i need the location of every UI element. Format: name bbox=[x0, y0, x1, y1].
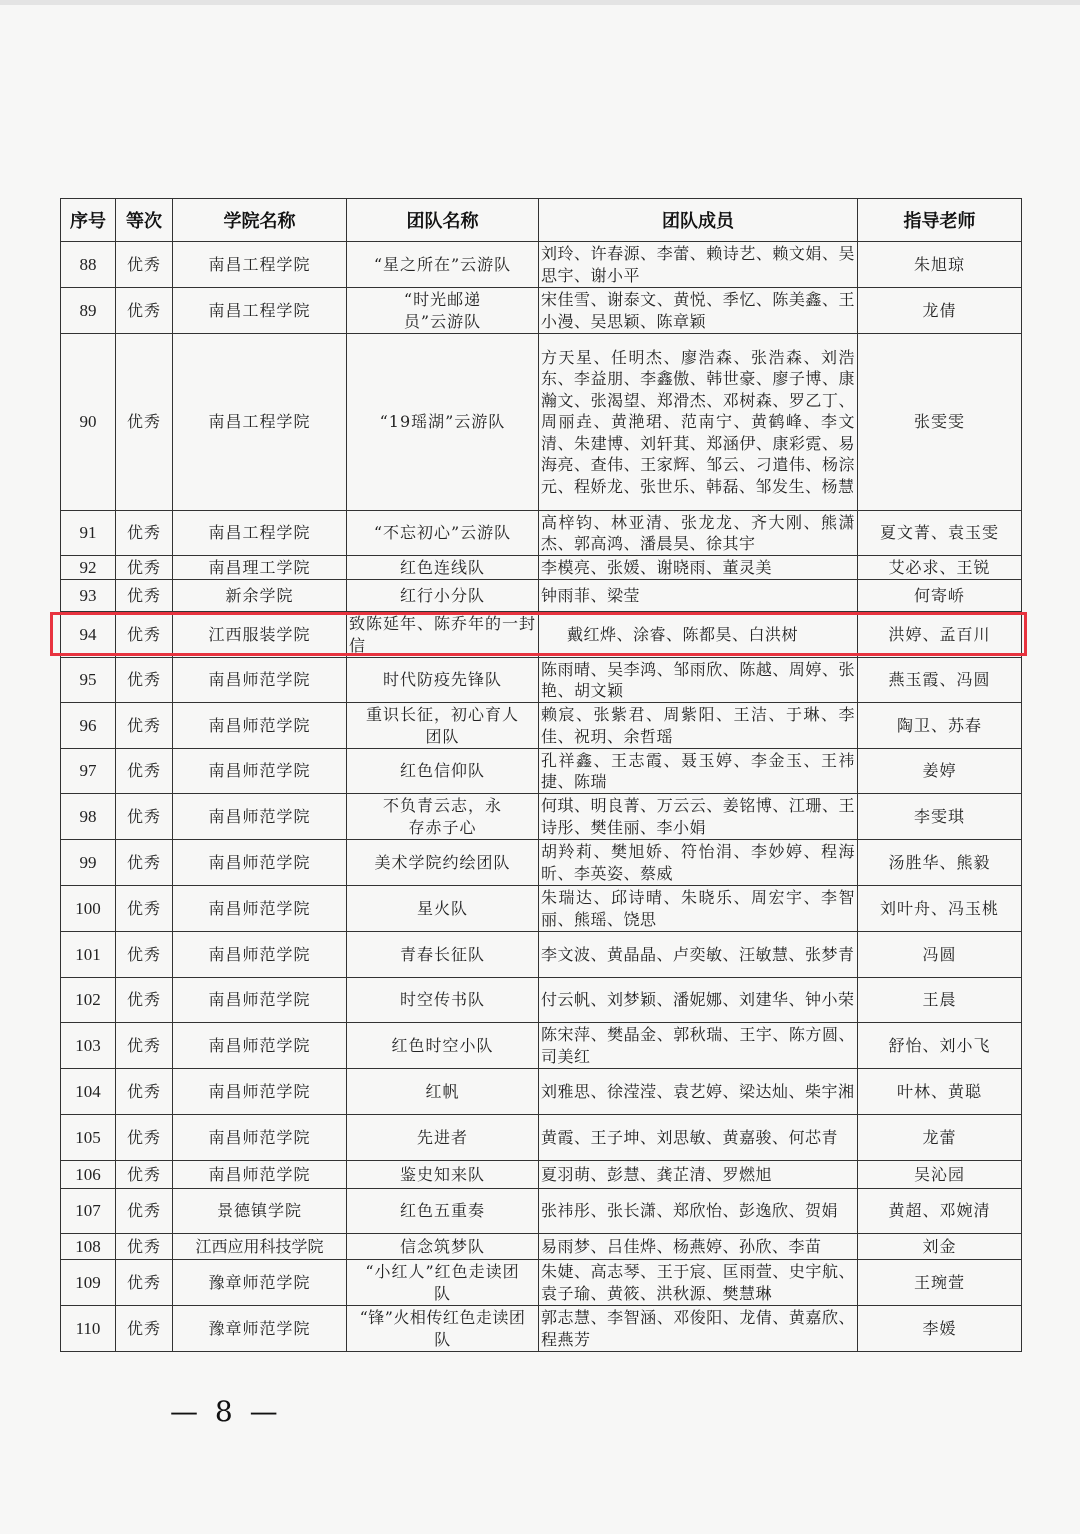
row-team: “不忘初心”云游队 bbox=[347, 511, 539, 556]
table-row bbox=[61, 511, 1022, 556]
row-team: 红色信仰队 bbox=[347, 749, 539, 794]
row-members: 钟雨菲、梁莹 bbox=[539, 580, 858, 612]
table-row bbox=[61, 794, 1022, 840]
row-college: 南昌工程学院 bbox=[173, 511, 347, 556]
row-seq: 93 bbox=[61, 580, 116, 612]
row-members: 宋佳雪、谢泰文、黄悦、季忆、陈美鑫、王小漫、吴思颖、陈章颖 bbox=[539, 288, 858, 334]
table-row-highlighted bbox=[61, 612, 1022, 658]
table-row bbox=[61, 749, 1022, 794]
row-advisor: 吴沁园 bbox=[858, 1161, 1022, 1189]
header-college: 学院名称 bbox=[173, 199, 347, 242]
row-team: “锋”火相传红色走读团队 bbox=[347, 1306, 539, 1352]
row-members: 李文波、黄晶晶、卢奕敏、汪敏慧、张梦青 bbox=[539, 932, 858, 978]
row-college: 南昌工程学院 bbox=[173, 334, 347, 511]
row-seq: 95 bbox=[61, 658, 116, 703]
row-college: 南昌师范学院 bbox=[173, 978, 347, 1023]
row-grade: 优秀 bbox=[116, 334, 173, 511]
row-seq: 92 bbox=[61, 556, 116, 580]
row-advisor: 王晨 bbox=[858, 978, 1022, 1023]
row-advisor: 朱旭琼 bbox=[858, 242, 1022, 288]
row-members: 刘雅思、徐滢滢、袁艺婷、梁达灿、柴宇湘 bbox=[539, 1069, 858, 1115]
row-team: 美术学院约绘团队 bbox=[347, 840, 539, 886]
row-seq: 105 bbox=[61, 1115, 116, 1161]
header-members: 团队成员 bbox=[539, 199, 858, 242]
row-members: 朱婕、高志琴、王于宸、匡雨萱、史宇航、袁子瑜、黄筱、洪秋源、樊慧琳 bbox=[539, 1260, 858, 1306]
row-college: 豫章师范学院 bbox=[173, 1306, 347, 1352]
row-team: 星火队 bbox=[347, 886, 539, 932]
row-college: 景德镇学院 bbox=[173, 1189, 347, 1234]
row-advisor: 何寄峤 bbox=[858, 580, 1022, 612]
row-advisor: 冯圆 bbox=[858, 932, 1022, 978]
row-seq: 103 bbox=[61, 1023, 116, 1069]
row-college: 南昌工程学院 bbox=[173, 242, 347, 288]
table-row bbox=[61, 1189, 1022, 1234]
row-grade: 优秀 bbox=[116, 612, 173, 658]
row-grade: 优秀 bbox=[116, 749, 173, 794]
row-advisor: 陶卫、苏春 bbox=[858, 703, 1022, 749]
row-college: 南昌师范学院 bbox=[173, 658, 347, 703]
row-advisor: 黄超、邓婉清 bbox=[858, 1189, 1022, 1234]
row-team: 红行小分队 bbox=[347, 580, 539, 612]
table-row bbox=[61, 1023, 1022, 1069]
row-members: 张祎彤、张长潇、郑欣怡、彭逸欣、贺娟 bbox=[539, 1189, 858, 1234]
row-grade: 优秀 bbox=[116, 1161, 173, 1189]
row-team: 不负青云志，永存赤子心 bbox=[347, 794, 539, 840]
row-advisor: 燕玉霞、冯圆 bbox=[858, 658, 1022, 703]
row-advisor: 艾必求、王锐 bbox=[858, 556, 1022, 580]
row-grade: 优秀 bbox=[116, 1115, 173, 1161]
table-row bbox=[61, 1115, 1022, 1161]
row-members: 李模亮、张媛、谢晓雨、董灵美 bbox=[539, 556, 858, 580]
table-row bbox=[61, 580, 1022, 612]
table-row bbox=[61, 1234, 1022, 1260]
row-seq: 96 bbox=[61, 703, 116, 749]
row-advisor: 龙倩 bbox=[858, 288, 1022, 334]
row-members: 刘玲、许春源、李蕾、赖诗艺、赖文娟、吴思宇、谢小平 bbox=[539, 242, 858, 288]
row-seq: 107 bbox=[61, 1189, 116, 1234]
row-seq: 106 bbox=[61, 1161, 116, 1189]
row-seq: 108 bbox=[61, 1234, 116, 1260]
table-row bbox=[61, 1069, 1022, 1115]
header-seq: 序号 bbox=[61, 199, 116, 242]
row-college: 南昌师范学院 bbox=[173, 794, 347, 840]
row-advisor: 夏文菁、袁玉雯 bbox=[858, 511, 1022, 556]
table-row bbox=[61, 556, 1022, 580]
row-college: 南昌师范学院 bbox=[173, 886, 347, 932]
row-team: 时代防疫先锋队 bbox=[347, 658, 539, 703]
table-row bbox=[61, 334, 1022, 511]
row-team: 红色连线队 bbox=[347, 556, 539, 580]
row-seq: 97 bbox=[61, 749, 116, 794]
row-members: 易雨梦、吕佳烨、杨燕婷、孙欣、李苗 bbox=[539, 1234, 858, 1260]
row-team: 信念筑梦队 bbox=[347, 1234, 539, 1260]
row-grade: 优秀 bbox=[116, 658, 173, 703]
row-team: 红色时空小队 bbox=[347, 1023, 539, 1069]
row-advisor: 姜婷 bbox=[858, 749, 1022, 794]
row-college: 南昌师范学院 bbox=[173, 932, 347, 978]
row-college: 新余学院 bbox=[173, 580, 347, 612]
row-members: 夏羽萌、彭慧、龚芷清、罗燃旭 bbox=[539, 1161, 858, 1189]
row-grade: 优秀 bbox=[116, 1234, 173, 1260]
row-members: 郭志慧、李智涵、邓俊阳、龙倩、黄嘉欣、程燕芳 bbox=[539, 1306, 858, 1352]
row-members: 胡羚莉、樊旭娇、符怡涓、李妙婷、程海昕、李英姿、蔡威 bbox=[539, 840, 858, 886]
row-grade: 优秀 bbox=[116, 886, 173, 932]
row-members: 陈宋萍、樊晶金、郭秋瑞、王宇、陈方圆、司美红 bbox=[539, 1023, 858, 1069]
row-seq: 101 bbox=[61, 932, 116, 978]
row-seq: 109 bbox=[61, 1260, 116, 1306]
row-seq: 110 bbox=[61, 1306, 116, 1352]
table-row bbox=[61, 840, 1022, 886]
row-seq: 91 bbox=[61, 511, 116, 556]
table-row bbox=[61, 242, 1022, 288]
header-team: 团队名称 bbox=[347, 199, 539, 242]
row-members: 朱瑞达、邱诗晴、朱晓乐、周宏宇、李智丽、熊瑶、饶思 bbox=[539, 886, 858, 932]
row-grade: 优秀 bbox=[116, 840, 173, 886]
row-members: 付云帆、刘梦颖、潘妮娜、刘建华、钟小荣 bbox=[539, 978, 858, 1023]
table-row bbox=[61, 658, 1022, 703]
row-grade: 优秀 bbox=[116, 703, 173, 749]
row-grade: 优秀 bbox=[116, 1023, 173, 1069]
row-grade: 优秀 bbox=[116, 288, 173, 334]
row-members: 黄霞、王子坤、刘思敏、黄嘉骏、何芯青 bbox=[539, 1115, 858, 1161]
row-seq: 99 bbox=[61, 840, 116, 886]
row-college: 南昌师范学院 bbox=[173, 1161, 347, 1189]
row-seq: 88 bbox=[61, 242, 116, 288]
page-number: — 8 — bbox=[170, 1395, 282, 1428]
row-grade: 优秀 bbox=[116, 1306, 173, 1352]
row-team: “星之所在”云游队 bbox=[347, 242, 539, 288]
row-seq: 102 bbox=[61, 978, 116, 1023]
row-seq: 104 bbox=[61, 1069, 116, 1115]
row-seq: 90 bbox=[61, 334, 116, 511]
row-team: 红色五重奏 bbox=[347, 1189, 539, 1234]
row-college: 南昌工程学院 bbox=[173, 288, 347, 334]
row-team: 致陈延年、陈乔年的一封信 bbox=[347, 612, 539, 658]
row-grade: 优秀 bbox=[116, 1189, 173, 1234]
row-advisor: 刘金 bbox=[858, 1234, 1022, 1260]
row-grade: 优秀 bbox=[116, 794, 173, 840]
table-row bbox=[61, 1260, 1022, 1306]
row-seq: 100 bbox=[61, 886, 116, 932]
row-college: 豫章师范学院 bbox=[173, 1260, 347, 1306]
table-row bbox=[61, 703, 1022, 749]
row-grade: 优秀 bbox=[116, 1260, 173, 1306]
row-team: 时空传书队 bbox=[347, 978, 539, 1023]
row-grade: 优秀 bbox=[116, 580, 173, 612]
header-grade: 等次 bbox=[116, 199, 173, 242]
row-advisor: 叶林、黄聪 bbox=[858, 1069, 1022, 1115]
row-advisor: 龙蕾 bbox=[858, 1115, 1022, 1161]
row-team: 青春长征队 bbox=[347, 932, 539, 978]
row-grade: 优秀 bbox=[116, 978, 173, 1023]
row-college: 南昌师范学院 bbox=[173, 840, 347, 886]
row-grade: 优秀 bbox=[116, 1069, 173, 1115]
row-college: 南昌师范学院 bbox=[173, 1069, 347, 1115]
row-advisor: 李媛 bbox=[858, 1306, 1022, 1352]
header-advisor: 指导老师 bbox=[858, 199, 1022, 242]
row-grade: 优秀 bbox=[116, 932, 173, 978]
row-members: 方天星、任明杰、廖浩森、张浩森、刘浩东、李益朋、李鑫傲、韩世豪、廖子博、康瀚文、张渴望、郑滑杰、邓树森、罗乙丁、周丽垚、黄滟珺、范南宁、黄鹤峰、李文清、朱建博、刘轩萁、郑涵伊、康彩霓、易海亮、查伟、王家辉、邹云、刁遣伟、杨淙元、程娇龙、张世乐、韩磊、邹发生、杨慧 bbox=[539, 334, 858, 511]
row-college: 南昌师范学院 bbox=[173, 703, 347, 749]
table-row bbox=[61, 978, 1022, 1023]
row-team: 红帆 bbox=[347, 1069, 539, 1115]
table-row bbox=[61, 1161, 1022, 1189]
row-seq: 98 bbox=[61, 794, 116, 840]
row-college: 江西服装学院 bbox=[173, 612, 347, 658]
row-members: 陈雨晴、吴李鸿、邹雨欣、陈越、周婷、张艳、胡文颖 bbox=[539, 658, 858, 703]
row-team: “19瑶湖”云游队 bbox=[347, 334, 539, 511]
row-college: 江西应用科技学院 bbox=[173, 1234, 347, 1260]
row-college: 南昌师范学院 bbox=[173, 1115, 347, 1161]
row-college: 南昌师范学院 bbox=[173, 1023, 347, 1069]
row-grade: 优秀 bbox=[116, 556, 173, 580]
row-team: 鉴史知来队 bbox=[347, 1161, 539, 1189]
row-college: 南昌师范学院 bbox=[173, 749, 347, 794]
row-members: 戴红烨、涂睿、陈都昊、白洪树 bbox=[539, 612, 858, 658]
table-row bbox=[61, 932, 1022, 978]
row-members: 何琪、明良菁、万云云、姜铭博、江珊、王诗彤、樊佳丽、李小娟 bbox=[539, 794, 858, 840]
award-roster-table bbox=[60, 198, 1022, 1352]
row-advisor: 汤胜华、熊毅 bbox=[858, 840, 1022, 886]
row-team: 重识长征，初心育人团队 bbox=[347, 703, 539, 749]
row-seq: 89 bbox=[61, 288, 116, 334]
row-team: “小红人”红色走读团队 bbox=[347, 1260, 539, 1306]
row-advisor: 张雯雯 bbox=[858, 334, 1022, 511]
row-advisor: 刘叶舟、冯玉桃 bbox=[858, 886, 1022, 932]
table-row bbox=[61, 1306, 1022, 1352]
row-grade: 优秀 bbox=[116, 242, 173, 288]
table-header-row bbox=[61, 199, 1022, 242]
table-row bbox=[61, 288, 1022, 334]
table-row bbox=[61, 886, 1022, 932]
row-advisor: 舒怡、刘小飞 bbox=[858, 1023, 1022, 1069]
row-team: “时光邮递员”云游队 bbox=[347, 288, 539, 334]
row-members: 高梓钧、林亚清、张龙龙、齐大刚、熊潇杰、郭高鸿、潘晨昊、徐其宇 bbox=[539, 511, 858, 556]
row-seq: 94 bbox=[61, 612, 116, 658]
row-members: 孔祥鑫、王志霞、聂玉婷、李金玉、王祎捷、陈瑞 bbox=[539, 749, 858, 794]
row-advisor: 李雯琪 bbox=[858, 794, 1022, 840]
row-members: 赖宸、张紫君、周紫阳、王洁、于琳、李佳、祝玥、余哲瑶 bbox=[539, 703, 858, 749]
row-grade: 优秀 bbox=[116, 511, 173, 556]
row-advisor: 洪婷、孟百川 bbox=[858, 612, 1022, 658]
row-college: 南昌理工学院 bbox=[173, 556, 347, 580]
row-team: 先进者 bbox=[347, 1115, 539, 1161]
row-advisor: 王琬萱 bbox=[858, 1260, 1022, 1306]
